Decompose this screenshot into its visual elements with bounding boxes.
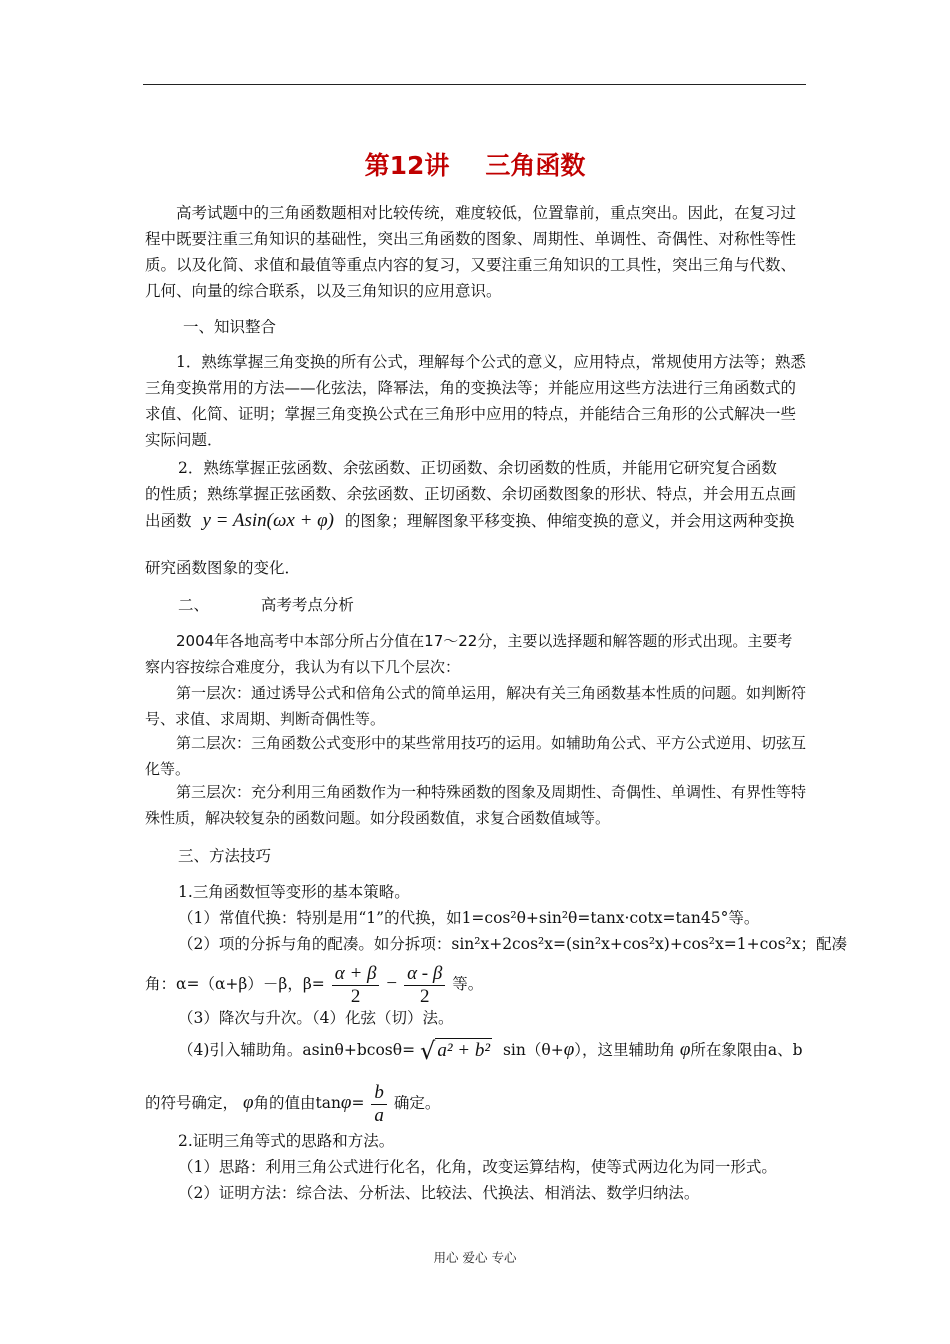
minus-sign: − <box>386 973 398 994</box>
section1-item2-line4: 研究函数图象的变化． <box>145 559 301 577</box>
determination-mid: 角的值由tan <box>253 1094 341 1112</box>
title-lecture-number: 第12讲 <box>364 151 450 180</box>
method-auxiliary-angle <box>178 1032 803 1068</box>
method-term-splitting: （2）项的分拆与角的配凑。如分拆项：sin²x+2cos²x=(sin²x+cos²x)+cos²x=1+cos²x；配凑 <box>178 935 847 953</box>
determination-prefix: 的符号确定， <box>145 1094 239 1112</box>
section1-item2-line2: 的性质；熟练掌握正弦函数、余弦函数、正切函数、余切函数图象的形状、特点，并会用五点画 <box>145 485 797 503</box>
phi-symbol: φ <box>563 1039 575 1060</box>
section2-para1: 2004年各地高考中本部分所占分值在17～22分，主要以选择题和解答题的形式出现。主要考察内容按综合难度分，我认为有以下几个层次： <box>145 632 793 676</box>
method-power-reduction: （3）降次与升次。（4）化弦（切）法。 <box>178 1009 454 1027</box>
aux-angle-prefix: （4)引入辅助角。asinθ+bcosθ= <box>178 1041 416 1059</box>
proof-approach: （1）思路：利用三角公式进行化名，化角，改变运算结构，使等式两边化为同一形式。 <box>178 1158 777 1176</box>
half-diff-denominator: 2 <box>419 985 430 1007</box>
proof-methods: （2）证明方法：综合法、分析法、比较法、代换法、相消法、数学归纳法。 <box>178 1184 700 1202</box>
half-sum-numerator: α + β <box>332 963 380 986</box>
section2-heading-number: 二、 <box>178 596 210 614</box>
section1-heading: 一、知识整合 <box>183 318 277 336</box>
equals-sign: = <box>351 1094 365 1112</box>
radical-sign-icon: √ <box>420 1037 436 1065</box>
section3-heading: 三、方法技巧 <box>178 847 272 865</box>
section1-item2-line1: 2．熟练掌握正弦函数、余弦函数、正切函数、余切函数的性质，并能用它研究复合函数 <box>178 459 777 477</box>
item2-suffix: 的图象；理解图象平移变换、伸缩变换的意义，并会用这两种变换 <box>344 512 795 530</box>
half-sum-denominator: 2 <box>350 985 361 1007</box>
aux-angle-suffix: 所在象限由a、b <box>690 1041 803 1059</box>
section2-heading-text: 高考考点分析 <box>260 596 354 614</box>
sqrt-expression <box>420 1038 492 1064</box>
aux-angle-mid: sin（θ+ <box>502 1041 564 1059</box>
phi-symbol-3: φ <box>242 1092 254 1113</box>
item2-prefix: 出函数 <box>145 512 192 530</box>
half-sum-fraction <box>332 963 380 1008</box>
half-diff-numerator: α - β <box>404 963 445 986</box>
section2-level3: 第三层次：充分利用三角函数作为一种特殊函数的图象及周期性、奇偶性、单调性、有界性等特殊性质，解决较复杂的函数问题。如分段函数值，求复合函数值域等。 <box>145 783 807 827</box>
header-rule <box>143 84 806 85</box>
method-sub1: 1.三角函数恒等变形的基本策略。 <box>178 883 410 901</box>
title-topic: 三角函数 <box>485 151 586 180</box>
section2-heading <box>178 592 354 618</box>
angle-matching-suffix: 等。 <box>452 975 484 993</box>
section1-item2-line3 <box>145 508 794 534</box>
method-angle-matching <box>145 958 483 1010</box>
aux-angle-mid2: ），这里辅助角 <box>574 1041 675 1059</box>
section2-level1: 第一层次：通过诱导公式和倍角公式的简单运用，解决有关三角函数基本性质的问题。如判断符号、求值、求周期、判断奇偶性等。 <box>145 684 807 728</box>
angle-matching-prefix: 角：α=（α+β）－β，β= <box>145 975 325 993</box>
method-sub2: 2.证明三角等式的思路和方法。 <box>178 1132 395 1150</box>
phi-symbol-4: φ <box>340 1092 352 1113</box>
page-title <box>0 146 950 182</box>
fraction-numerator-b: b <box>371 1082 387 1105</box>
sqrt-radicand: a² + b² <box>435 1038 492 1064</box>
half-diff-fraction <box>404 963 445 1008</box>
method-aux-angle-determination <box>145 1078 440 1128</box>
fraction-denominator-a: a <box>374 1104 384 1126</box>
phi-symbol-2: φ <box>679 1039 691 1060</box>
sinusoid-formula: y = Asin(ωx + φ) <box>202 510 334 531</box>
b-over-a-fraction <box>371 1082 387 1127</box>
section1-item1: 1．熟练掌握三角变换的所有公式，理解每个公式的意义，应用特点，常规使用方法等；熟悉三角变换常用的方法——化弦法，降幂法，角的变换法等；并能应用这些方法进行三角函数式的求值、化简、证明；掌握三角变换公式在三角形中应用的特点，并能结合三角形的公式解决一些实际问题． <box>145 353 806 449</box>
method-constant-substitution: （1）常值代换：特别是用“1”的代换，如1=cos²θ+sin²θ=tanx·cotx=tan45°等。 <box>178 909 760 927</box>
intro-paragraph: 高考试题中的三角函数题相对比较传统，难度较低，位置靠前，重点突出。因此，在复习过程中既要注重三角知识的基础性，突出三角函数的图象、周期性、单调性、奇偶性、对称性等性质。以及化简、求值和最值等重点内容的复习，又要注重三角知识的工具性，突出三角与代数、几何、向量的综合联系，以及三角知识的应用意识。 <box>145 204 797 300</box>
page-footer: 用心 爱心 专心 <box>433 1250 517 1265</box>
determination-suffix: 确定。 <box>393 1094 441 1112</box>
section2-level2: 第二层次：三角函数公式变形中的某些常用技巧的运用。如辅助角公式、平方公式逆用、切弦互化等。 <box>145 734 807 778</box>
